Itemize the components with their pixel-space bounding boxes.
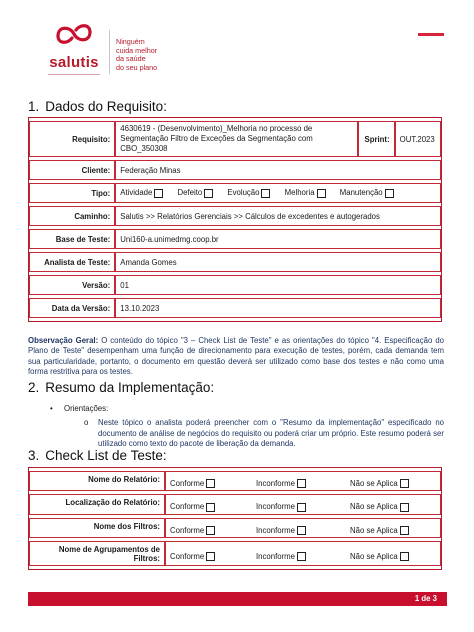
tipo-defeito-checkbox[interactable] [204,189,213,198]
section-title-text: Check List de Teste: [45,448,167,463]
resumo-bullet: • Orientações: [50,404,444,414]
option-inconforme-label: Inconforme [256,525,296,535]
requisito-label: Requisito: [29,121,115,157]
versao-label: Versão: [29,275,115,295]
analista-value: Amanda Gomes [115,252,441,272]
row-cliente [29,160,441,180]
observacao-text: O conteúdo do tópico "3 – Check List de Teste" e as orientações do tópico "4. Especificação do Plano de Teste" desempenham uma função de direcionamento para execução de testes, porém, cada demanda tem sua particularidade, portanto, o documento em questão deverá ser utilizado como base dos testes e não como uma forma restritiva para os testes. [28,336,444,377]
requisito-value: 4630619 - (Desenvolvimento)_Melhoria no processo de Segmentação Filtro de Exceções da Segmentação com CBO_350308 [115,121,357,157]
option-conforme-label: Conforme [170,525,205,535]
option-conforme-label: Conforme [170,502,205,512]
section-number: 2. [28,380,40,395]
brand-name: salutis [49,54,99,71]
option-nao-se-aplica-label: Não se Aplica [350,479,398,488]
checklist-table [28,467,442,570]
option-inconforme-label: Inconforme [256,479,296,488]
brand-tagline [116,38,206,72]
versao-value: 01 [115,275,441,295]
observacao-label: Observação Geral: [28,336,99,345]
caminho-value: Salutis >> Relatórios Gerenciais >> Cálculos de excedentes e autogerados [115,206,441,226]
section-title-checklist [28,448,167,463]
inconforme-checkbox[interactable] [297,479,306,488]
data-value: 13.10.2023 [115,298,441,318]
page-number: 1 de 3 [414,594,437,603]
tipo-options [115,183,441,203]
document-header [0,0,474,86]
row-base [29,229,441,249]
nao-se-aplica-checkbox[interactable] [400,503,409,512]
data-label: Data da Versão: [29,298,115,318]
conforme-checkbox[interactable] [206,479,215,488]
tipo-option-label: Evolução [227,188,260,198]
base-label: Base de Teste: [29,229,115,249]
row-data [29,298,441,318]
tagline-line: Ninguém [116,37,145,46]
checklist-row-label: Nome de Agrupamentos de Filtros: [29,541,165,566]
row-versao [29,275,441,295]
checklist-row [29,494,441,514]
section-title-resumo [28,380,214,395]
salutis-logo-icon [52,20,96,50]
tagline-line: da saúde [116,54,146,64]
row-tipo [29,183,441,203]
sprint-label: Sprint: [358,121,395,157]
option-nao-se-aplica-label: Não se Aplica [350,551,398,561]
inconforme-checkbox[interactable] [297,526,306,535]
sprint-value: OUT.2023 [395,121,441,157]
tagline-line: do seu plano [116,62,158,72]
tipo-option-label: Melhoria [284,188,315,198]
row-analista [29,252,441,272]
checklist-row-options [165,494,441,514]
tipo-label: Tipo: [29,183,115,203]
section-number: 3. [28,448,40,463]
resumo-subitem-text: Neste tópico o analista poderá preencher com o "Resumo da implementação" especificado no documento de análise de negócios do requisito ou poderá criar um próprio. Este resumo poderá ser utilizado como texto do pacote de liberação da demanda. [98,418,444,449]
section-title-dados [28,99,167,114]
brand-subline-decoration [44,72,104,80]
option-nao-se-aplica-label: Não se Aplica [350,502,398,512]
checklist-row-options [165,541,441,566]
checklist-row-options [165,471,441,491]
tagline-line: cuida melhor [116,45,158,55]
tipo-option-label: Defeito [177,188,203,198]
resumo-subitem [50,418,444,449]
salutis-logo [44,20,104,72]
checklist-row-label: Nome dos Filtros: [29,518,165,538]
tipo-option-label: Manutenção [339,188,383,198]
header-accent-bar [418,33,444,36]
caminho-label: Caminho: [29,206,115,226]
inconforme-checkbox[interactable] [297,552,306,561]
observacao-geral [28,336,444,378]
header-divider [109,30,110,74]
option-inconforme-label: Inconforme [256,551,296,561]
option-conforme-label: Conforme [170,551,205,561]
nao-se-aplica-checkbox[interactable] [400,552,409,561]
conforme-checkbox[interactable] [206,503,215,512]
checklist-row-options [165,518,441,538]
tipo-evolucao-checkbox[interactable] [261,189,270,198]
conforme-checkbox[interactable] [206,526,215,535]
base-value: Uni160-a.unimedmg.coop.br [115,229,441,249]
checklist-row-label: Nome do Relatório: [29,471,165,491]
tipo-atividade-checkbox[interactable] [154,189,163,198]
resumo-list [50,404,444,450]
section-number: 1. [28,99,40,114]
checklist-row [29,518,441,538]
checklist-row [29,541,441,566]
section-title-text: Dados do Requisito: [45,99,167,114]
nao-se-aplica-checkbox[interactable] [400,479,409,488]
option-conforme-label: Conforme [170,479,205,488]
checklist-row [29,471,441,491]
inconforme-checkbox[interactable] [297,503,306,512]
row-requisito [29,121,441,157]
page-footer [28,592,447,606]
row-caminho [29,206,441,226]
analista-label: Analista de Teste: [29,252,115,272]
requisito-table [28,117,442,322]
cliente-value: Federação Minas [115,160,441,180]
checklist-row-label: Localização do Relatório: [29,494,165,514]
tipo-option-label: Atividade [120,188,153,198]
section-title-text: Resumo da Implementação: [45,380,215,395]
subitem-marker: o [84,418,89,428]
cliente-label: Cliente: [29,160,115,180]
option-inconforme-label: Inconforme [256,502,296,512]
nao-se-aplica-checkbox[interactable] [400,526,409,535]
tipo-melhoria-checkbox[interactable] [317,189,326,198]
conforme-checkbox[interactable] [206,552,215,561]
option-nao-se-aplica-label: Não se Aplica [350,525,398,535]
tipo-manutencao-checkbox[interactable] [385,189,394,198]
